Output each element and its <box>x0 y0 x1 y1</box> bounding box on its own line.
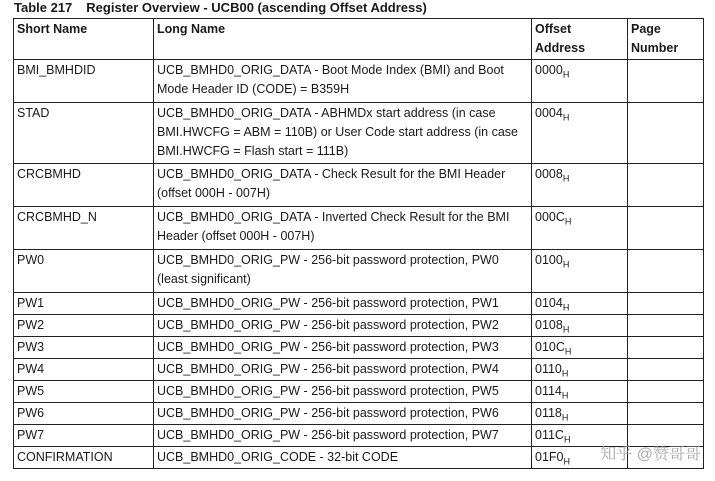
cell-long-name: UCB_BMHD0_ORIG_DATA - Inverted Check Result for the BMI Header (offset 000H - 007H) <box>154 207 532 250</box>
cell-page-number <box>628 381 704 403</box>
table-row <box>14 381 704 403</box>
table-number: Table 217 <box>14 0 73 15</box>
cell-short-name: PW4 <box>14 359 154 381</box>
cell-offset-address <box>532 103 628 164</box>
cell-short-name: CRCBMHD <box>14 164 154 207</box>
cell-page-number <box>628 337 704 359</box>
table-row <box>14 164 704 207</box>
cell-offset-address <box>532 293 628 315</box>
cell-offset-address <box>532 164 628 207</box>
offset-suffix: H <box>562 112 570 123</box>
header-page-number: Page Number <box>628 19 704 60</box>
cell-page-number <box>628 403 704 425</box>
cell-offset-address <box>532 359 628 381</box>
offset-suffix: H <box>562 324 570 335</box>
cell-offset-address <box>532 337 628 359</box>
offset-suffix: H <box>563 456 570 467</box>
cell-page-number <box>628 103 704 164</box>
offset-value: 01F0 <box>535 450 564 464</box>
cell-short-name: PW0 <box>14 250 154 293</box>
cell-short-name: PW7 <box>14 425 154 447</box>
offset-suffix: H <box>561 412 569 423</box>
cell-long-name: UCB_BMHD0_ORIG_DATA - Check Result for the BMI Header (offset 000H - 007H) <box>154 164 532 207</box>
table-title: Register Overview - UCB00 (ascending Offset Address) <box>86 0 427 15</box>
cell-offset-address <box>532 60 628 103</box>
cell-short-name: PW3 <box>14 337 154 359</box>
cell-short-name: CONFIRMATION <box>14 447 154 469</box>
header-short-name: Short Name <box>14 19 154 60</box>
offset-suffix: H <box>562 173 570 184</box>
offset-suffix: H <box>564 346 572 357</box>
cell-page-number <box>628 207 704 250</box>
cell-page-number <box>628 164 704 207</box>
offset-value: 0114 <box>535 384 562 398</box>
offset-value: 0100 <box>535 253 563 267</box>
offset-value: 0000 <box>535 63 563 77</box>
cell-long-name: UCB_BMHD0_ORIG_DATA - ABHMDx start address (in case BMI.HWCFG = ABM = 110B) or User Code start address (in case BMI.HWCFG = Flash start = 111B) <box>154 103 532 164</box>
cell-page-number <box>628 293 704 315</box>
table-row <box>14 403 704 425</box>
table-row <box>14 315 704 337</box>
cell-long-name: UCB_BMHD0_ORIG_PW - 256-bit password protection, PW6 <box>154 403 532 425</box>
cell-page-number <box>628 250 704 293</box>
offset-suffix: H <box>562 302 570 313</box>
offset-suffix: H <box>561 390 569 401</box>
offset-value: 010C <box>535 340 565 354</box>
offset-value: 0118 <box>535 406 562 420</box>
cell-offset-address <box>532 250 628 293</box>
offset-value: 0110 <box>535 362 562 376</box>
offset-suffix: H <box>563 434 571 445</box>
cell-long-name: UCB_BMHD0_ORIG_PW - 256-bit password protection, PW1 <box>154 293 532 315</box>
offset-suffix: H <box>562 259 570 270</box>
offset-suffix: H <box>561 368 569 379</box>
offset-value: 0008 <box>535 167 563 181</box>
header-row <box>14 19 704 60</box>
cell-long-name: UCB_BMHD0_ORIG_DATA - Boot Mode Index (BMI) and Boot Mode Header ID (CODE) = B359H <box>154 60 532 103</box>
table-row <box>14 293 704 315</box>
offset-suffix: H <box>564 216 572 227</box>
cell-long-name: UCB_BMHD0_ORIG_PW - 256-bit password protection, PW5 <box>154 381 532 403</box>
cell-short-name: BMI_BMHDID <box>14 60 154 103</box>
cell-long-name: UCB_BMHD0_ORIG_CODE - 32-bit CODE <box>154 447 532 469</box>
cell-short-name: PW5 <box>14 381 154 403</box>
watermark: 知乎 @赞哥哥 <box>600 446 701 463</box>
cell-offset-address <box>532 381 628 403</box>
table-row <box>14 359 704 381</box>
cell-long-name: UCB_BMHD0_ORIG_PW - 256-bit password protection, PW4 <box>154 359 532 381</box>
cell-long-name: UCB_BMHD0_ORIG_PW - 256-bit password protection, PW7 <box>154 425 532 447</box>
cell-page-number <box>628 359 704 381</box>
table-row <box>14 60 704 103</box>
cell-page-number <box>628 60 704 103</box>
register-table <box>13 18 704 469</box>
cell-short-name: PW2 <box>14 315 154 337</box>
offset-suffix: H <box>562 69 570 80</box>
cell-long-name: UCB_BMHD0_ORIG_PW - 256-bit password protection, PW0 (least significant) <box>154 250 532 293</box>
cell-offset-address <box>532 403 628 425</box>
offset-value: 0004 <box>535 106 563 120</box>
table-row <box>14 207 704 250</box>
offset-value: 0108 <box>535 318 563 332</box>
table-caption <box>14 0 427 15</box>
cell-short-name: PW1 <box>14 293 154 315</box>
header-offset-address: Offset Address <box>532 19 628 60</box>
offset-value: 000C <box>535 210 565 224</box>
cell-long-name: UCB_BMHD0_ORIG_PW - 256-bit password protection, PW3 <box>154 337 532 359</box>
cell-short-name: STAD <box>14 103 154 164</box>
cell-page-number <box>628 315 704 337</box>
cell-short-name: PW6 <box>14 403 154 425</box>
cell-short-name: CRCBMHD_N <box>14 207 154 250</box>
offset-value: 011C <box>535 428 564 442</box>
table-row <box>14 337 704 359</box>
cell-offset-address <box>532 315 628 337</box>
table-row <box>14 103 704 164</box>
cell-long-name: UCB_BMHD0_ORIG_PW - 256-bit password protection, PW2 <box>154 315 532 337</box>
cell-offset-address <box>532 207 628 250</box>
table-row <box>14 250 704 293</box>
offset-value: 0104 <box>535 296 563 310</box>
header-long-name: Long Name <box>154 19 532 60</box>
